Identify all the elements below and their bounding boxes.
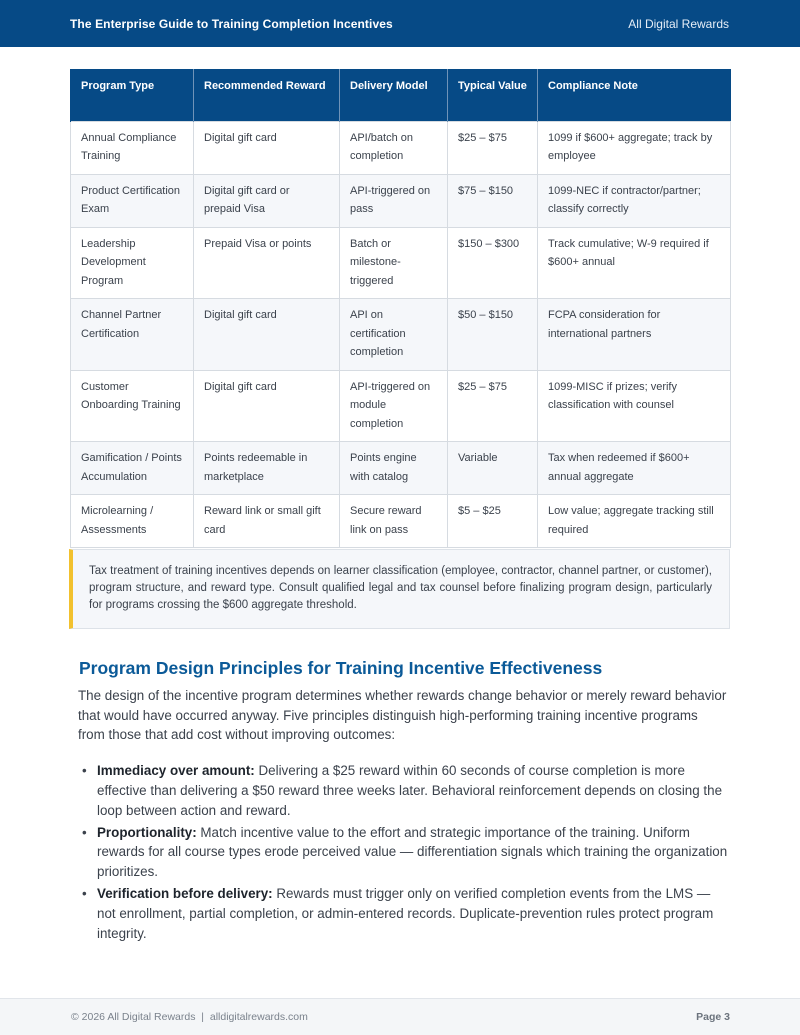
table-cell: API-triggered on module completion <box>340 370 448 442</box>
column-header: Delivery Model <box>340 69 448 121</box>
table-cell: Points redeemable in marketplace <box>194 442 340 495</box>
bullet-icon: • <box>82 824 87 840</box>
brand-name: All Digital Rewards <box>628 16 729 31</box>
table-row <box>71 495 731 548</box>
bullet-icon: • <box>82 886 87 902</box>
table-cell: API/batch on completion <box>340 121 448 174</box>
table-cell: 1099-MISC if prizes; verify classification with counsel <box>538 370 731 442</box>
table-cell: Customer Onboarding Training <box>71 370 194 442</box>
document-title: The Enterprise Guide to Training Completion Incentives <box>70 16 393 31</box>
column-header: Typical Value <box>448 69 538 121</box>
table-cell: FCPA consideration for international partners <box>538 299 731 371</box>
table-row <box>71 227 731 299</box>
principle-text: Rewards must trigger only on verified completion events from the LMS — not enrollment, partial completion, or admin-entered records. Duplicate-prevention rules protect program integrity. <box>97 886 714 941</box>
principles-list <box>82 761 730 946</box>
table-cell: Track cumulative; W-9 required if $600+ annual <box>538 227 731 299</box>
table-cell: Tax when redeemed if $600+ annual aggregate <box>538 442 731 495</box>
table-cell: Low value; aggregate tracking still required <box>538 495 731 548</box>
table-cell: Prepaid Visa or points <box>194 227 340 299</box>
table-cell: Variable <box>448 442 538 495</box>
table-cell: API-triggered on pass <box>340 174 448 227</box>
table-cell: API on certification completion <box>340 299 448 371</box>
table-cell: $25 – $75 <box>448 121 538 174</box>
table-cell: $25 – $75 <box>448 370 538 442</box>
principle-text: Delivering a $25 reward within 60 seconds of course completion is more effective than delivering a $50 reward three weeks later. Behavioral reinforcement depends on closing the loop between action and reward. <box>97 763 723 818</box>
section-intro: The design of the incentive program determines whether rewards change behavior or merely reward behavior that would have occurred anyway. Five principles distinguish high-performing training incentive programs from those that add cost without improving outcomes: <box>78 688 727 742</box>
table-cell: $150 – $300 <box>448 227 538 299</box>
tax-callout <box>69 549 730 629</box>
column-header: Compliance Note <box>538 69 731 121</box>
table-cell: Batch or milestone-triggered <box>340 227 448 299</box>
table-cell: Digital gift card <box>194 299 340 371</box>
table-cell: 1099-NEC if contractor/partner; classify correctly <box>538 174 731 227</box>
table-cell: Digital gift card or prepaid Visa <box>194 174 340 227</box>
table-cell: Product Certification Exam <box>71 174 194 227</box>
page-footer <box>0 998 800 1035</box>
table-cell: Reward link or small gift card <box>194 495 340 548</box>
principle-text: Match incentive value to the effort and strategic importance of the training. Uniform rewards for all course types erode perceived value — differentiation signals which training the organization prioritizes. <box>97 824 728 880</box>
callout-text: Tax treatment of training incentives depends on learner classification (employee, contractor, channel partner, or customer), program structure, and reward type. Consult qualified legal and tax counsel before finalizing program design, particularly for programs crossing the $600 aggregate threshold. <box>89 565 712 611</box>
table-cell: $75 – $150 <box>448 174 538 227</box>
list-item <box>82 823 730 882</box>
column-header: Program Type <box>71 69 194 121</box>
table-row <box>71 174 731 227</box>
page-number: Page 3 <box>696 1011 730 1023</box>
table-row <box>71 370 731 442</box>
table-cell: Annual Compliance Training <box>71 121 194 174</box>
list-item <box>82 884 730 943</box>
table-cell: Microlearning / Assessments <box>71 495 194 548</box>
section-title: Program Design Principles for Training Incentive Effectiveness <box>79 658 603 678</box>
table-row <box>71 121 731 174</box>
principle-label: Verification before delivery: <box>97 886 273 902</box>
bullet-icon: • <box>82 763 87 778</box>
table-cell: $5 – $25 <box>448 495 538 548</box>
list-item <box>82 761 730 820</box>
table-cell: Digital gift card <box>194 370 340 442</box>
table-cell: Leadership Development Program <box>71 227 194 299</box>
column-header: Recommended Reward <box>194 69 340 121</box>
table-cell: Points engine with catalog <box>340 442 448 495</box>
table-header-row <box>71 69 731 121</box>
principle-label: Proportionality: <box>97 824 197 840</box>
page-header <box>0 0 800 47</box>
table-row <box>71 299 731 371</box>
table-cell: Digital gift card <box>194 121 340 174</box>
table-cell: Gamification / Points Accumulation <box>71 442 194 495</box>
table-cell: Channel Partner Certification <box>71 299 194 371</box>
table-row <box>71 442 731 495</box>
footer-copyright: © 2026 All Digital Rewards | alldigitalrewards.com <box>71 1011 308 1023</box>
principle-label: Immediacy over amount: <box>97 763 255 778</box>
incentive-table <box>70 69 731 548</box>
table-cell: Secure reward link on pass <box>340 495 448 548</box>
table-cell: 1099 if $600+ aggregate; track by employee <box>538 121 731 174</box>
table-cell: $50 – $150 <box>448 299 538 371</box>
